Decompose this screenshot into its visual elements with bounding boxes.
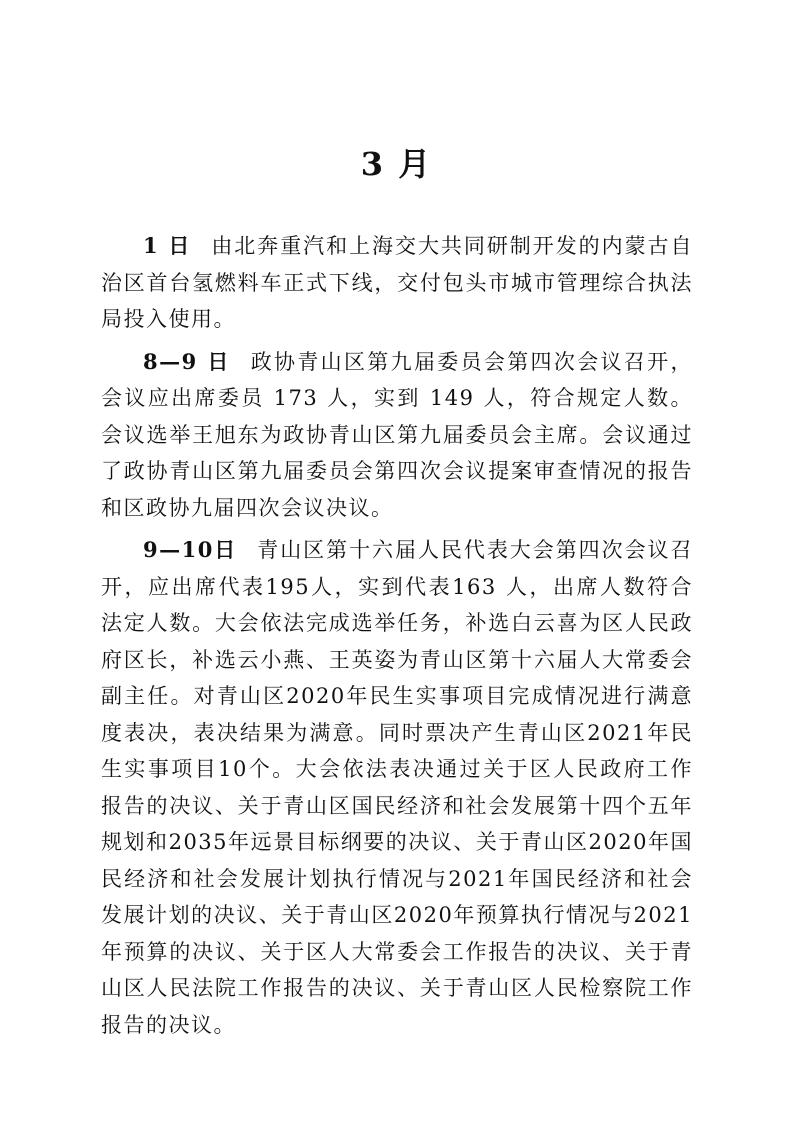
chronicle-entry [101, 344, 693, 527]
entry-date: 1 日 [143, 233, 192, 258]
entry-text: 青山区第十六届人民代表大会第四次会议召开，应出席代表195人，实到代表163 人，出席人数符合法定人数。大会依法完成选举任务，补选白云喜为区人民政府区长，补选云小燕、王英姿为青山区第十六届人大常委会副主任。对青山区2020年民生实事项目完成情况进行满意度表决，表决结果为满意。同时票决产生青山区2021年民生实事项目10个。大会依法表决通过关于区人民政府工作报告的决议、关于青山区国民经济和社会发展第十四个五年规划和2035年远景目标纲要的决议、关于青山区2020年国民经济和社会发展计划执行情况与2021年国民经济和社会发展计划的决议、关于青山区2020年预算执行情况与2021年预算的决议、关于区人大常委会工作报告的决议、关于青山区人民法院工作报告的决议、关于青山区人民检察院工作报告的决议。 [101, 538, 694, 1037]
entry-date: 8—9 日 [143, 348, 231, 374]
page-title: 3 月 [360, 145, 433, 183]
entry-date: 9—10日 [143, 537, 238, 562]
chronicle-entry [101, 532, 693, 1043]
entry-text: 由北奔重汽和上海交大共同研制开发的内蒙古自治区首台氢燃料车正式下线，交付包头市城市管理综合执法局投入使用。 [101, 234, 693, 331]
chronicle-content [101, 228, 693, 1049]
chronicle-entry [101, 228, 693, 338]
entry-text: 政协青山区第九届委员会第四次会议召开，会议应出席委员 173 人，实到 149 人，符合规定人数。会议选举王旭东为政协青山区第九届委员会主席。会议通过了政协青山区第九届委员会第四次会议提案审查情况的报告和区政协九届四次会议决议。 [101, 349, 693, 520]
